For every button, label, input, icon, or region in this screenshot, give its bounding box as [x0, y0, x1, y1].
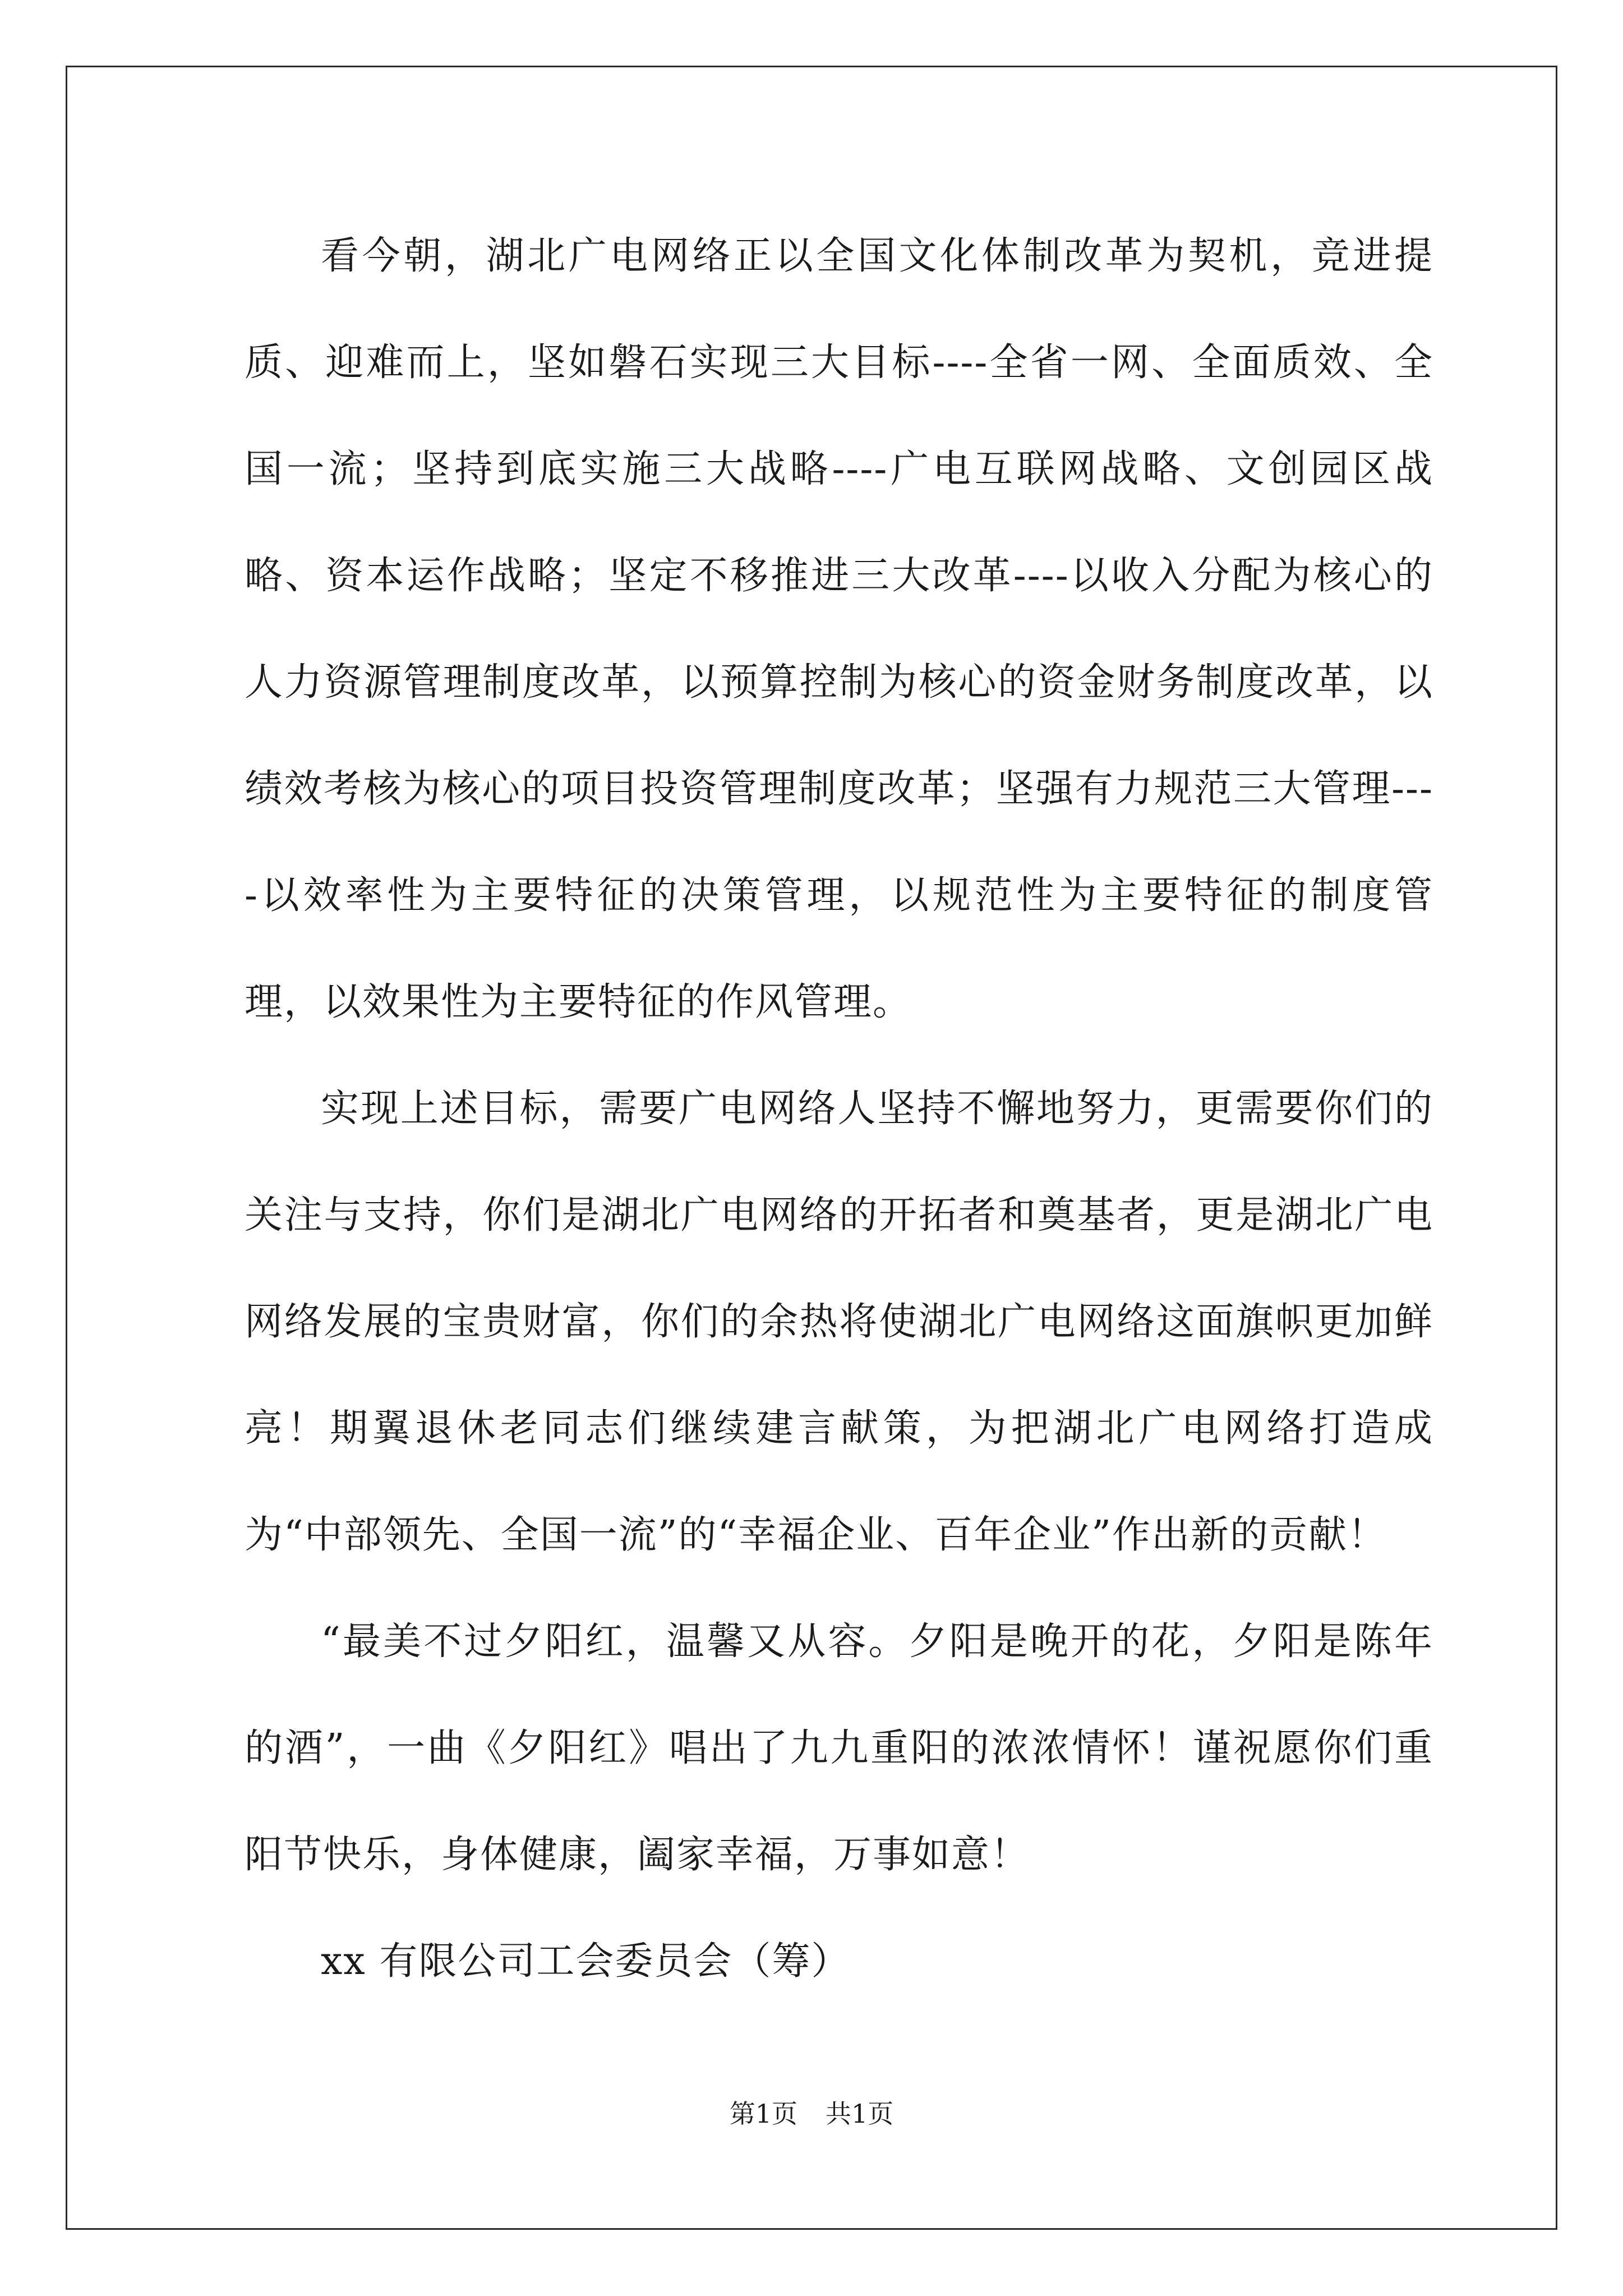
signature-line: xx 有限公司工会委员会（筹）	[321, 1939, 851, 1984]
paragraph-wishes: “最美不过夕阳红，温馨又从容。夕阳是晚开的花，夕阳是陈年的酒”，一曲《夕阳红》唱出了九九重阳的浓浓情怀！谨祝愿你们重阳节快乐，身体健康，阖家幸福，万事如意！	[245, 1619, 1433, 1877]
page-footer	[0, 2097, 1623, 2131]
document-body	[245, 203, 1433, 2015]
paragraph-support: 实现上述目标，需要广电网络人坚持不懈地努力，更需要你们的关注与支持，你们是湖北广电网络的开拓者和奠基者，更是湖北广电网络发展的宝贵财富，你们的余热将使湖北广电网络这面旗帜更加鲜亮！期翼退休老同志们继续建言献策，为把湖北广电网络打造成为“中部领先、全国一流”的“幸福企业、百年企业”作出新的贡献！	[245, 1087, 1433, 1557]
paragraph-goals: 看今朝，湖北广电网络正以全国文化体制改革为契机，竞进提质、迎难而上，坚如磐石实现三大目标----全省一网、全面质效、全国一流；坚持到底实施三大战略----广电互联网战略、文创园区战略、资本运作战略；坚定不移推进三大改革----以收入分配为核心的人力资源管理制度改革，以预算控制为核心的资金财务制度改革，以绩效考核为核心的项目投资管理制度改革；坚强有力规范三大管理----以效率性为主要特征的决策管理，以规范性为主要特征的制度管理，以效果性为主要特征的作风管理。	[245, 234, 1433, 1024]
page-number: 第1页	[729, 2099, 797, 2129]
page-total: 共1页	[826, 2099, 894, 2129]
